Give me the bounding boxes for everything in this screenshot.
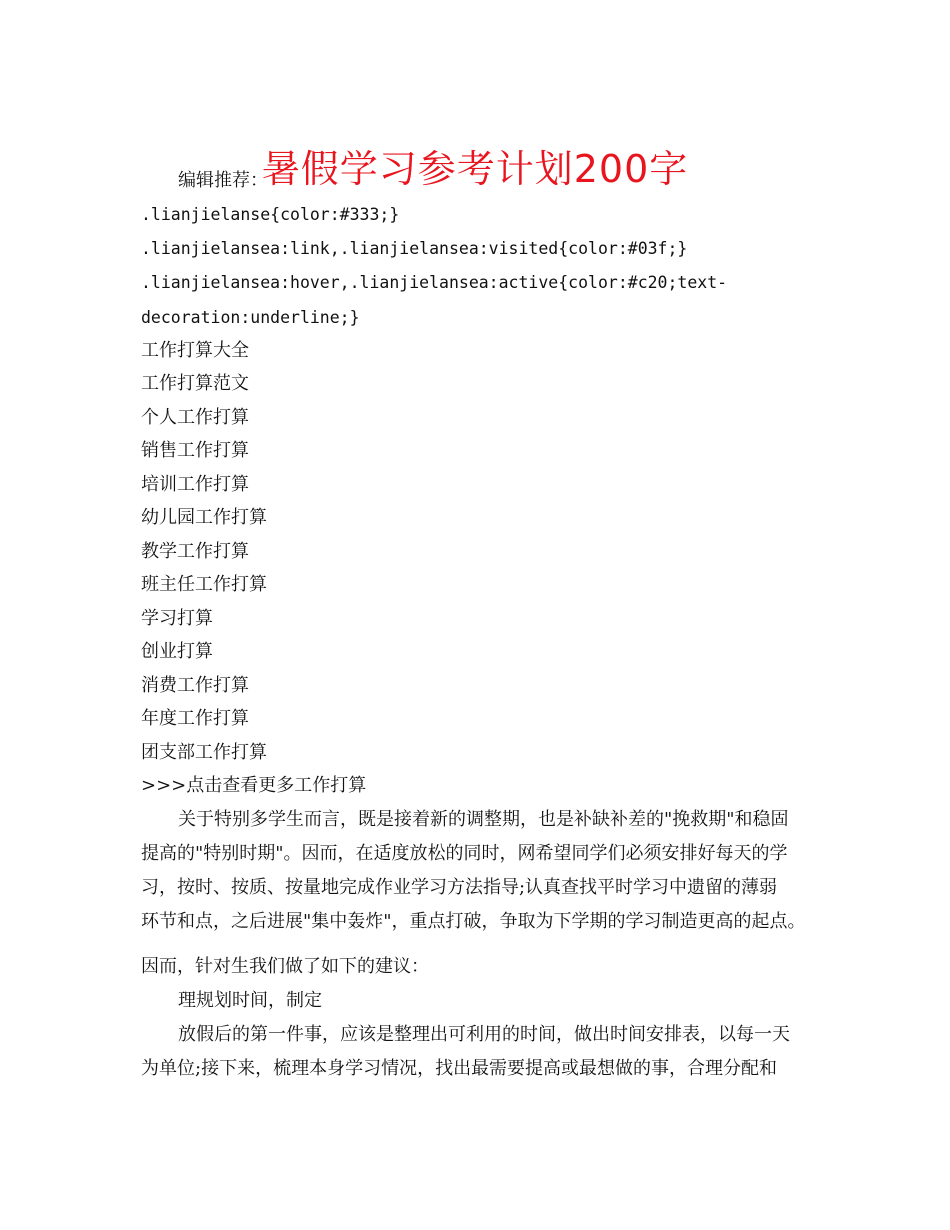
paragraph-line: 环节和点，之后进展"集中轰炸"，重点打破，争取为下学期的学习制造更高的起点。 bbox=[141, 911, 806, 932]
paragraph-line: 习，按时、按质、按量地完成作业学习方法指导;认真查找平时学习中遗留的薄弱 bbox=[141, 877, 778, 898]
section-heading: 理规划时间，制定 bbox=[178, 990, 322, 1011]
link-item[interactable]: 培训工作打算 bbox=[141, 474, 249, 495]
link-item[interactable]: 创业打算 bbox=[141, 641, 213, 662]
css-line: .lianjielansea:hover,.lianjielansea:active{color:#c20;text- bbox=[141, 273, 728, 292]
css-line: decoration:underline;} bbox=[141, 308, 360, 327]
paragraph-line: 提高的"特别时期"。因而，在适度放松的同时，网希望同学们必须安排好每天的学 bbox=[141, 843, 788, 864]
page-title: 暑假学习参考计划200字 bbox=[261, 147, 689, 192]
paragraph-line: 为单位;接下来，梳理本身学习情况，找出最需要提高或最想做的事，合理分配和 bbox=[141, 1058, 778, 1079]
link-item[interactable]: 销售工作打算 bbox=[141, 440, 249, 461]
link-item[interactable]: 班主任工作打算 bbox=[141, 574, 267, 595]
editor-label: 编辑推荐： bbox=[178, 170, 268, 191]
link-item[interactable]: 年度工作打算 bbox=[141, 708, 249, 729]
more-link[interactable]: >>>点击查看更多工作打算 bbox=[141, 775, 367, 796]
css-line: .lianjielansea:link,.lianjielansea:visited{color:#03f;} bbox=[141, 239, 688, 258]
link-item[interactable]: 消费工作打算 bbox=[141, 675, 249, 696]
paragraph-line: 放假后的第一件事，应该是整理出可利用的时间，做出时间安排表，以每一天 bbox=[178, 1024, 790, 1045]
link-item[interactable]: 教学工作打算 bbox=[141, 541, 249, 562]
link-item[interactable]: 工作打算大全 bbox=[141, 340, 249, 361]
link-item[interactable]: 学习打算 bbox=[141, 608, 213, 629]
paragraph-line: 因而，针对生我们做了如下的建议： bbox=[141, 956, 429, 977]
link-item[interactable]: 工作打算范文 bbox=[141, 373, 249, 394]
link-item[interactable]: 团支部工作打算 bbox=[141, 742, 267, 763]
paragraph-line: 关于特别多学生而言，既是接着新的调整期，也是补缺补差的"挽救期"和稳固 bbox=[178, 809, 789, 830]
css-line: .lianjielanse{color:#333;} bbox=[141, 205, 400, 224]
link-item[interactable]: 个人工作打算 bbox=[141, 407, 249, 428]
link-item[interactable]: 幼儿园工作打算 bbox=[141, 507, 267, 528]
